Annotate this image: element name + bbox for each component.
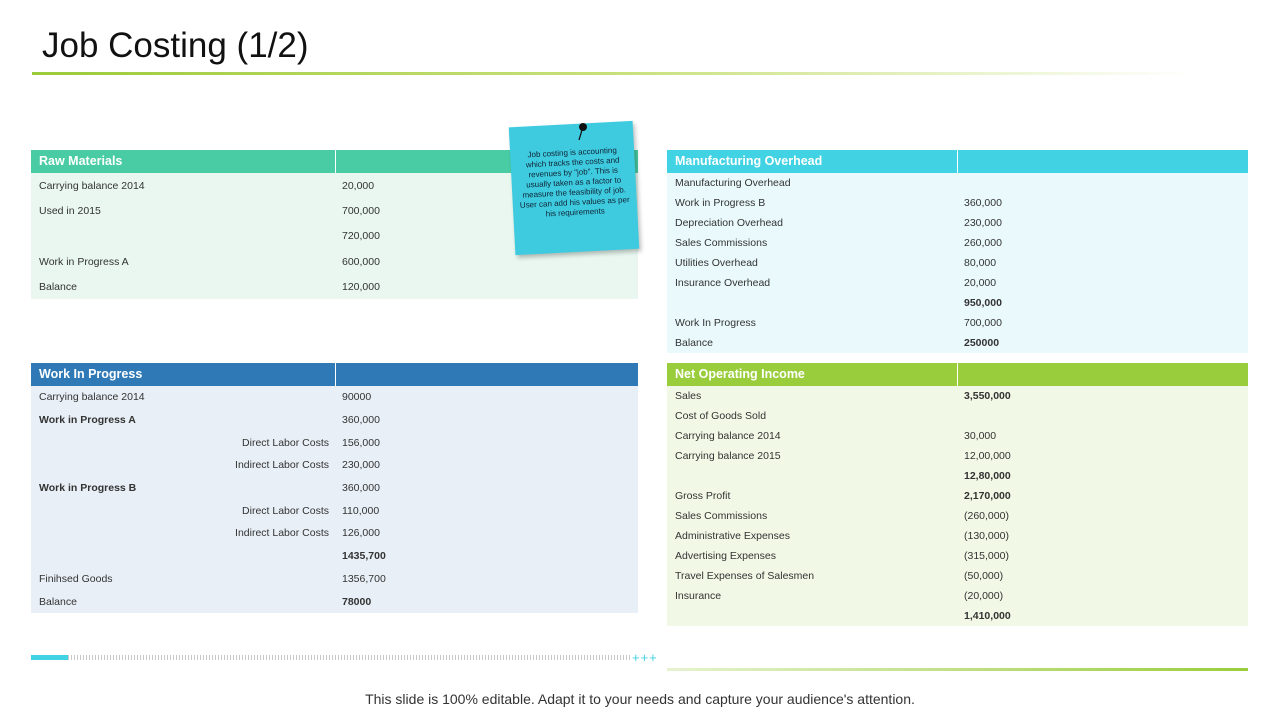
table-row <box>31 590 638 613</box>
footer-accent-bar <box>31 655 68 660</box>
row-value: 250000 <box>964 337 1000 349</box>
row-value: 80,000 <box>964 257 997 269</box>
table-header <box>667 150 1248 173</box>
row-label: Carrying balance 2015 <box>675 450 781 462</box>
table-row <box>667 406 1248 426</box>
table-row <box>667 293 1248 313</box>
row-value: 1435,700 <box>342 549 386 562</box>
row-value: 1356,700 <box>342 572 386 585</box>
row-value: 230,000 <box>964 217 1002 229</box>
row-value: 260,000 <box>964 237 1002 249</box>
row-value: 360,000 <box>964 197 1002 209</box>
row-label: Insurance Overhead <box>675 277 771 289</box>
table-row <box>667 333 1248 353</box>
raw-materials-header: Raw Materials <box>39 154 123 168</box>
row-label: Balance <box>39 280 77 293</box>
row-label: Carrying balance 2014 <box>39 391 145 403</box>
net-operating-income-table <box>667 363 1248 626</box>
header-empty-cell <box>957 150 1248 173</box>
row-value: 950,000 <box>964 297 1002 309</box>
row-value: 600,000 <box>342 255 380 268</box>
row-label: Work In Progress <box>675 317 756 329</box>
row-value: 126,000 <box>342 527 380 539</box>
row-label: Direct Labor Costs <box>242 436 329 449</box>
row-label: Manufacturing Overhead <box>675 177 791 189</box>
table-header <box>667 363 1248 386</box>
row-value: 1,410,000 <box>964 610 1011 622</box>
row-label: Sales Commissions <box>675 510 768 522</box>
table-row <box>31 386 638 408</box>
table-row <box>31 408 638 431</box>
row-label: Used in 2015 <box>39 204 101 217</box>
row-value: 700,000 <box>342 204 380 217</box>
row-label: Indirect Labor Costs <box>235 459 329 471</box>
sticky-note <box>509 121 640 255</box>
table-row <box>667 466 1248 486</box>
table-row <box>667 606 1248 626</box>
footer-dotted-line <box>68 655 631 660</box>
table-row <box>31 274 638 299</box>
table-row <box>31 522 638 544</box>
table-row <box>31 431 638 454</box>
row-value: (130,000) <box>964 530 1009 542</box>
slide-title: Job Costing (1/2) <box>42 26 309 65</box>
table-header <box>31 363 638 386</box>
manufacturing-overhead-header: Manufacturing Overhead <box>675 154 823 168</box>
table-row <box>31 476 638 499</box>
row-value: 110,000 <box>342 504 380 517</box>
title-underline <box>32 72 1192 75</box>
row-label: Finihsed Goods <box>39 572 113 585</box>
row-label: Depreciation Overhead <box>675 217 783 229</box>
row-value: 30,000 <box>964 430 997 442</box>
row-label: Carrying balance 2014 <box>675 430 781 442</box>
row-value: 720,000 <box>342 230 380 242</box>
row-label: Travel Expenses of Salesmen <box>675 570 815 582</box>
table-row <box>667 173 1248 193</box>
row-value: 360,000 <box>342 413 380 426</box>
row-value: 2,170,000 <box>964 490 1011 502</box>
sticky-note-text: Job costing is accounting which tracks the costs and revenues by "job". This is usually taken as a factor to measure the feasibility of job. User can add his values as per his requirements <box>519 145 630 219</box>
footer-plus-marks: +++ <box>632 650 658 665</box>
row-value: 120,000 <box>342 280 380 293</box>
table-row <box>667 506 1248 526</box>
table-row <box>667 213 1248 233</box>
row-label: Work in Progress B <box>39 481 137 494</box>
row-label: Work in Progress B <box>675 197 766 209</box>
table-row <box>667 386 1248 406</box>
row-label: Sales Commissions <box>675 237 768 249</box>
row-value: 20,000 <box>964 277 997 289</box>
row-value: (20,000) <box>964 590 1004 602</box>
row-label: Balance <box>675 337 713 349</box>
row-value: 90000 <box>342 391 372 403</box>
row-label: Utilities Overhead <box>675 257 758 269</box>
row-label: Gross Profit <box>675 490 731 502</box>
table-row <box>667 233 1248 253</box>
slide-caption: This slide is 100% editable. Adapt it to your needs and capture your audience's attention. <box>365 691 915 707</box>
table-row <box>31 544 638 567</box>
work-in-progress-header: Work In Progress <box>39 367 143 381</box>
table-row <box>667 486 1248 506</box>
row-label: Direct Labor Costs <box>242 504 329 517</box>
table-row <box>667 193 1248 213</box>
row-label: Carrying balance 2014 <box>39 179 145 192</box>
row-label: Sales <box>675 390 702 402</box>
row-value: 700,000 <box>964 317 1002 329</box>
table-row <box>667 546 1248 566</box>
row-value: 230,000 <box>342 459 380 471</box>
manufacturing-overhead-table <box>667 150 1248 353</box>
table-row <box>667 586 1248 606</box>
header-empty-cell <box>335 363 638 386</box>
row-label: Cost of Goods Sold <box>675 410 767 422</box>
net-operating-income-header: Net Operating Income <box>675 367 805 381</box>
row-label: Advertising Expenses <box>675 550 776 562</box>
table-row <box>31 567 638 590</box>
row-value: 20,000 <box>342 179 375 192</box>
pushpin-icon <box>575 122 589 142</box>
row-value: 156,000 <box>342 436 380 449</box>
row-label: Insurance <box>675 590 722 602</box>
table-row <box>667 526 1248 546</box>
row-value: (315,000) <box>964 550 1009 562</box>
row-value: 360,000 <box>342 481 380 494</box>
row-value: (50,000) <box>964 570 1004 582</box>
table-row <box>667 313 1248 333</box>
row-label: Administrative Expenses <box>675 530 790 542</box>
row-value: 78000 <box>342 595 372 608</box>
table-row <box>667 273 1248 293</box>
row-value: (260,000) <box>964 510 1009 522</box>
row-value: 12,00,000 <box>964 450 1011 462</box>
table-row <box>667 566 1248 586</box>
row-value: 12,80,000 <box>964 470 1011 482</box>
table-row <box>31 454 638 476</box>
table-row <box>667 253 1248 273</box>
row-value: 3,550,000 <box>964 390 1011 402</box>
table-row <box>31 499 638 522</box>
header-empty-cell <box>957 363 1248 386</box>
table-row <box>667 446 1248 466</box>
row-label: Work in Progress A <box>39 413 136 426</box>
table-row <box>667 426 1248 446</box>
row-label: Balance <box>39 595 77 608</box>
row-label: Work in Progress A <box>39 255 129 268</box>
footer-rule <box>667 668 1248 671</box>
row-label: Indirect Labor Costs <box>235 527 329 539</box>
work-in-progress-table <box>31 363 638 613</box>
